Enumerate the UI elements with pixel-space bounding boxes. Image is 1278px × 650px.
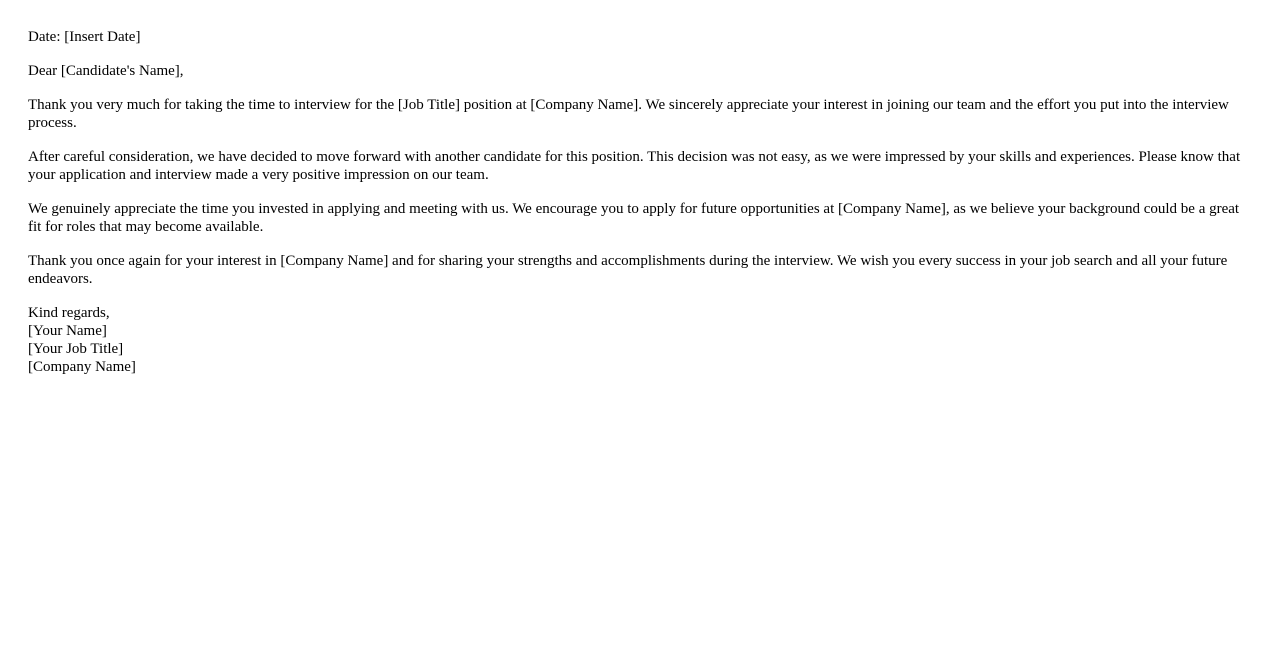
- letter-paragraph-3: We genuinely appreciate the time you invested in applying and meeting with us. We encourage you to apply for future opportunities at [Company Name], as we believe your background could be a great fit for roles that may become available.: [28, 201, 1240, 235]
- signature-company: [Company Name]: [28, 359, 136, 375]
- letter-body: [28, 28, 1252, 376]
- letter-paragraph-2: After careful consideration, we have decided to move forward with another candidate for this position. This decision was not easy, as we were impressed by your skills and experiences. Please know that your application and interview made a very positive impression on our team.: [28, 149, 1241, 183]
- signature-name: [Your Name]: [28, 323, 107, 339]
- signature-job-title: [Your Job Title]: [28, 341, 124, 357]
- letter-date: Date: [Insert Date]: [28, 29, 141, 45]
- letter-salutation: Dear [Candidate's Name],: [28, 63, 184, 79]
- letter-paragraph-1: Thank you very much for taking the time to interview for the [Job Title] position at [Company Name]. We sincerely appreciate your interest in joining our team and the effort you put into the interview process.: [28, 97, 1229, 131]
- letter-paragraph-4: Thank you once again for your interest in [Company Name] and for sharing your strengths and accomplishments during the interview. We wish you every success in your job search and all your future endeavors.: [28, 253, 1228, 287]
- letter-signature-block: [28, 304, 1252, 376]
- letter-closing: Kind regards,: [28, 305, 110, 321]
